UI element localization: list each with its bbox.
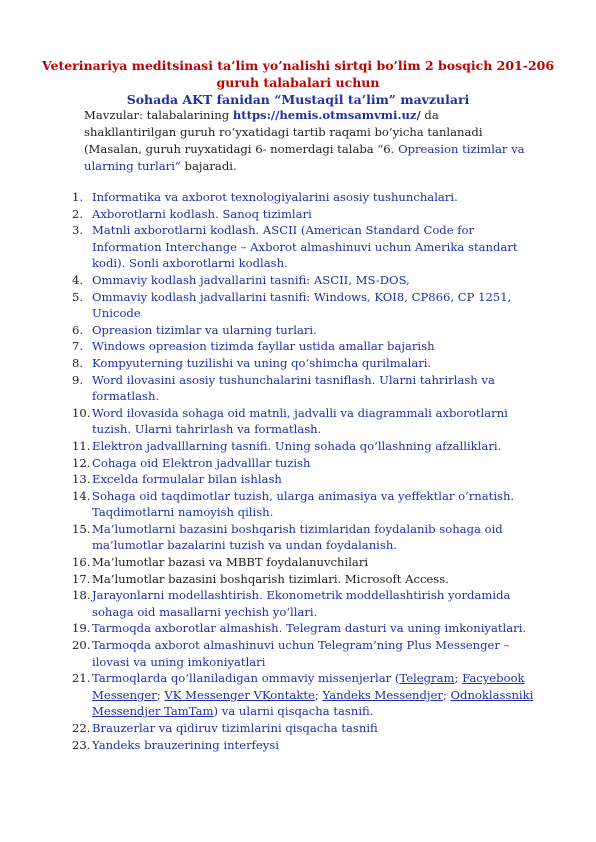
item-number: 1. [72,190,84,204]
item-text: Windows opreasion tizimda fayllar ustida amallar bajarish [92,339,435,354]
item-number: 9. [72,372,84,387]
item-text: Cohaga oid Elektron jadvalllar tuzish [92,455,311,470]
list-item [0,338,596,355]
list-item [0,521,596,554]
item-text: Tarmoqda axborotlar almashish. Telegram dasturi va uning imkoniyatlari. [92,621,527,636]
item-number: 16. [72,555,91,570]
list-item [0,571,596,588]
list-item [0,289,596,322]
intro-text-1: Mavzular: talabalarining [84,108,233,122]
item-text: Brauzerlar va qidiruv tizimlarini qisqacha tasnifi [92,721,378,735]
list-item [0,455,596,472]
item-number: 12. [72,455,91,470]
item-text: Ma’lumotlar bazasi va MBBT foydalanuvchilari [92,555,369,570]
item-number: 2. [72,206,84,221]
item-text: Ma’lumotlar bazasini boshqarish tizimlari. Microsoft Access. [92,571,449,586]
item-text: Ommaviy kodlash jadvallarini tasnifi: Windows, KOI8, CP866, CP 1251, Unicode [92,289,512,321]
item-text: Excelda formulalar bilan ishlash [92,472,282,487]
item-text: Tarmoqda axborot almashinuvi uchun Telegram’ning Plus Messenger – ilovasi va uning imkoniyatlari [92,638,510,669]
list-item [0,222,596,272]
yandex-messenger-link[interactable]: Yandeks Messendjer [322,687,443,702]
telegram-link[interactable]: Telegram [399,671,455,686]
list-item [0,720,596,737]
list-item [0,670,596,720]
item-number: 5. [72,289,84,304]
item-text: Word ilovasida sohaga oid matnli, jadvalli va diagrammali axborotlarni tuzish. Ularni tahrirlash va formatlash. [92,405,508,437]
list-item [0,189,596,206]
item-number: 14. [72,488,91,503]
item-number: 20. [72,638,91,653]
item-number: 13. [72,472,91,487]
tamtam-messenger-link[interactable]: Odnoklassniki Messendjer TamTam [92,687,534,719]
item-text: Opreasion tizimlar va ularning turlari. [92,322,317,337]
list-item [0,620,596,637]
list-item [0,637,596,670]
subtitle: Sohada AKT fanidan “Mustaqil ta’lim” mavzulari [126,92,470,107]
item-number: 7. [72,339,84,354]
list-item [0,587,596,620]
list-item [0,488,596,521]
title-line-1: Veterinariya meditsinasi ta’lim yo’nalishi sirtqi bo’lim 2 bosqich 201-206 [41,58,555,73]
hemis-url[interactable]: https://hemis.otmsamvmi.uz/ [232,108,421,122]
item-text: Informatika va axborot texnologiyalarini asosiy tushunchalari. [92,190,458,204]
item-text: Tarmoqlarda qo‘llaniladigan ommaviy missenjerlar (Telegram; Facyebook Messenger; VK Messenger VKontakte; Yandeks Messendjer; Odnoklassniki Messendjer TamTam) va ularni qisqacha tasnifi. [92,671,534,719]
intro-paragraph [84,107,534,175]
item-number: 4. [72,272,84,287]
facebook-messenger-link[interactable]: Facyebook Messenger [92,671,525,702]
item-text: Jarayonlarni modellashtirish. Ekonometrik moddellashtirish yordamida sohaga oid masallarni yechish yo‘llari. [92,588,511,619]
list-item [0,471,596,488]
topics-list [0,189,596,753]
list-item [0,206,596,223]
list-item [0,737,596,754]
item-number: 15. [72,521,91,536]
item-number: 8. [72,355,84,370]
title-line-2: guruh talabalari uchun [216,75,380,90]
list-item [0,554,596,571]
list-item [0,372,596,405]
intro-text-3: bajaradi. [180,159,237,173]
vk-messenger-link[interactable]: VK Messenger VKontakte [164,687,315,702]
item-text: Matnli axborotlarni kodlash. ASCII (American Standard Code for Information Interchange – Axborot almashinuvi uchun Amerika standart kodi). Sonli axborotlarni kodlash. [92,223,518,271]
list-item [0,322,596,339]
item-text: Kompyuterning tuzilishi va uning qo‘shimcha qurilmalari. [92,355,432,370]
item-text: Yandeks brauzerining interfeysi [92,737,279,752]
item-text-post: ) va ularni qisqacha tasnifi. [213,704,374,719]
item-text: Axborotlarni kodlash. Sanoq tizimlari [92,206,312,221]
item-number: 11. [72,438,91,453]
item-number: 19. [72,621,91,636]
item-text: Sohaga oid taqdimotlar tuzish, ularga animasiya va yeffektlar o‘rnatish. Taqdimotlarni namoyish qilish. [92,488,515,520]
item-number: 22. [72,721,91,735]
list-item [0,272,596,289]
list-item [0,438,596,455]
item-number: 23. [72,737,91,752]
list-item [0,355,596,372]
item-number: 3. [72,223,84,238]
list-item [0,405,596,438]
item-number: 10. [72,405,91,420]
item-number: 17. [72,571,91,586]
item-text: Ommaviy kodlash jadvallarini tasnifi: ASCII, MS-DOS, [92,272,410,287]
item-text: Ma’lumotlarni bazasini boshqarish tizimlaridan foydalanib sohaga oid ma’lumotlar bazalarini tuzish va undan foydalanish. [92,521,503,553]
item-text: Word ilovasini asosiy tushunchalarini tasniflash. Ularni tahrirlash va formatlash. [92,372,495,404]
item-number: 21. [72,671,91,686]
item-text-pre: Tarmoqlarda qo‘llaniladigan ommaviy missenjerlar ( [92,671,400,686]
intro-text-2: da shakllantirilgan guruh ro‘yxatidagi tartib raqami bo‘yicha tanlanadi (Masalan, guruh ruyxatidagi 6- nomerdagi talaba “6. [84,108,483,156]
intro-highlight: Opreasion tizimlar va ularning turlari” [84,142,525,173]
item-number: 6. [72,322,84,337]
item-text: Elektron jadvalllarning tasnifi. Uning sohada qo‘llashning afzalliklari. [92,438,502,453]
item-number: 18. [72,588,91,603]
